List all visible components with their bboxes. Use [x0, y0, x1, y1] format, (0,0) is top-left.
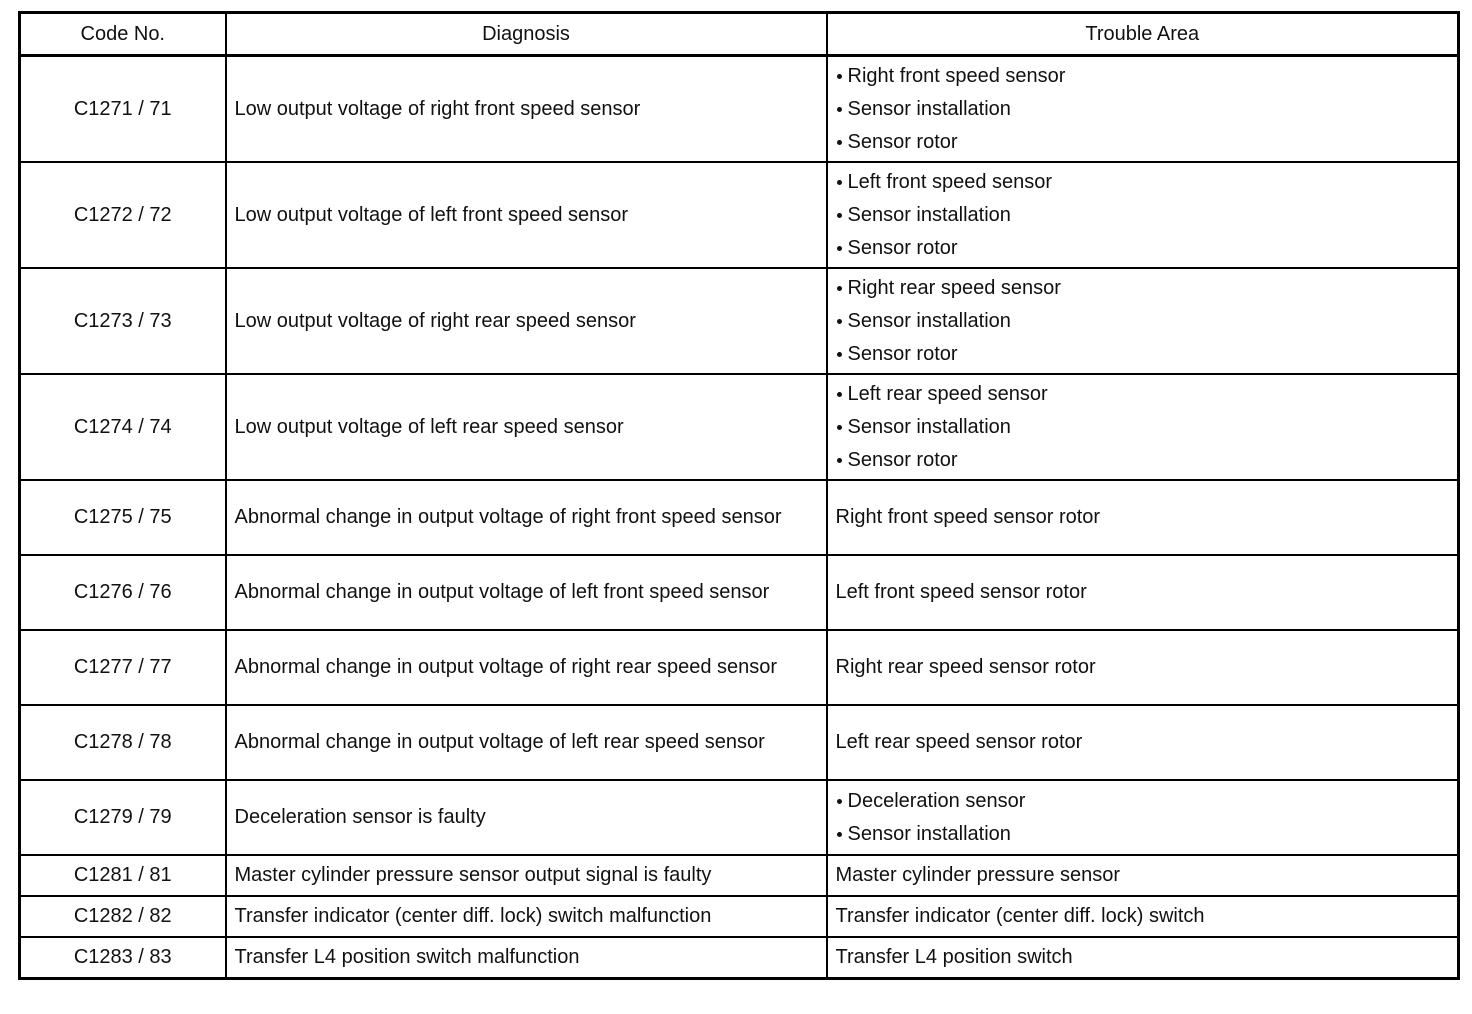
- trouble-area-cell: [827, 268, 1459, 374]
- code-cell: C1274 / 74: [20, 374, 226, 480]
- trouble-area-list: [836, 378, 1450, 477]
- code-cell: C1276 / 76: [20, 555, 226, 630]
- table-row: [20, 555, 1459, 630]
- trouble-area-cell: [827, 56, 1459, 163]
- table-row: [20, 162, 1459, 268]
- header-code: Code No.: [20, 13, 226, 56]
- header-trouble-area: Trouble Area: [827, 13, 1459, 56]
- diagnosis-cell: Abnormal change in output voltage of left rear speed sensor: [226, 705, 827, 780]
- diagnosis-cell: Transfer indicator (center diff. lock) switch malfunction: [226, 896, 827, 937]
- trouble-area-list: [836, 272, 1450, 371]
- table-row: [20, 705, 1459, 780]
- list-item: Deceleration sensor: [836, 785, 1450, 818]
- code-cell: C1272 / 72: [20, 162, 226, 268]
- table-row: [20, 780, 1459, 855]
- list-item: Left front speed sensor: [836, 166, 1450, 199]
- diagnosis-cell: Abnormal change in output voltage of right rear speed sensor: [226, 630, 827, 705]
- diagnostic-code-table: [18, 11, 1460, 980]
- diagnosis-cell: Master cylinder pressure sensor output signal is faulty: [226, 855, 827, 896]
- diagnosis-cell: Transfer L4 position switch malfunction: [226, 937, 827, 979]
- code-cell: C1273 / 73: [20, 268, 226, 374]
- trouble-area-cell: [827, 374, 1459, 480]
- trouble-area-cell: Transfer indicator (center diff. lock) switch: [827, 896, 1459, 937]
- code-cell: C1283 / 83: [20, 937, 226, 979]
- list-item: Sensor installation: [836, 305, 1450, 338]
- trouble-area-cell: Master cylinder pressure sensor: [827, 855, 1459, 896]
- trouble-area-cell: Right front speed sensor rotor: [827, 480, 1459, 555]
- trouble-area-cell: Left front speed sensor rotor: [827, 555, 1459, 630]
- trouble-area-list: [836, 785, 1450, 851]
- trouble-area-list: [836, 166, 1450, 265]
- table-row: [20, 630, 1459, 705]
- trouble-area-cell: Left rear speed sensor rotor: [827, 705, 1459, 780]
- list-item: Sensor rotor: [836, 444, 1450, 477]
- diagnosis-cell: Low output voltage of right front speed sensor: [226, 56, 827, 163]
- code-cell: C1275 / 75: [20, 480, 226, 555]
- trouble-area-list: [836, 60, 1450, 159]
- code-cell: C1277 / 77: [20, 630, 226, 705]
- code-cell: C1271 / 71: [20, 56, 226, 163]
- table-row: [20, 268, 1459, 374]
- list-item: Right front speed sensor: [836, 60, 1450, 93]
- code-cell: C1282 / 82: [20, 896, 226, 937]
- table-row: [20, 56, 1459, 163]
- table-row: [20, 374, 1459, 480]
- code-cell: C1278 / 78: [20, 705, 226, 780]
- list-item: Sensor installation: [836, 93, 1450, 126]
- list-item: Sensor installation: [836, 199, 1450, 232]
- code-cell: C1281 / 81: [20, 855, 226, 896]
- trouble-area-cell: Transfer L4 position switch: [827, 937, 1459, 979]
- list-item: Sensor rotor: [836, 126, 1450, 159]
- diagnosis-cell: Low output voltage of left rear speed sensor: [226, 374, 827, 480]
- diagnosis-cell: Low output voltage of right rear speed sensor: [226, 268, 827, 374]
- list-item: Sensor installation: [836, 818, 1450, 851]
- diagnosis-cell: Low output voltage of left front speed sensor: [226, 162, 827, 268]
- table-row: [20, 937, 1459, 979]
- diagnosis-cell: Abnormal change in output voltage of right front speed sensor: [226, 480, 827, 555]
- trouble-area-cell: [827, 162, 1459, 268]
- list-item: Sensor rotor: [836, 232, 1450, 265]
- list-item: Sensor installation: [836, 411, 1450, 444]
- diagnosis-cell: Deceleration sensor is faulty: [226, 780, 827, 855]
- table-row: [20, 480, 1459, 555]
- list-item: Sensor rotor: [836, 338, 1450, 371]
- list-item: Left rear speed sensor: [836, 378, 1450, 411]
- trouble-area-cell: Right rear speed sensor rotor: [827, 630, 1459, 705]
- diagnosis-cell: Abnormal change in output voltage of left front speed sensor: [226, 555, 827, 630]
- code-cell: C1279 / 79: [20, 780, 226, 855]
- list-item: Right rear speed sensor: [836, 272, 1450, 305]
- header-row: [20, 13, 1459, 56]
- trouble-area-cell: [827, 780, 1459, 855]
- header-diagnosis: Diagnosis: [226, 13, 827, 56]
- table-row: [20, 855, 1459, 896]
- table-row: [20, 896, 1459, 937]
